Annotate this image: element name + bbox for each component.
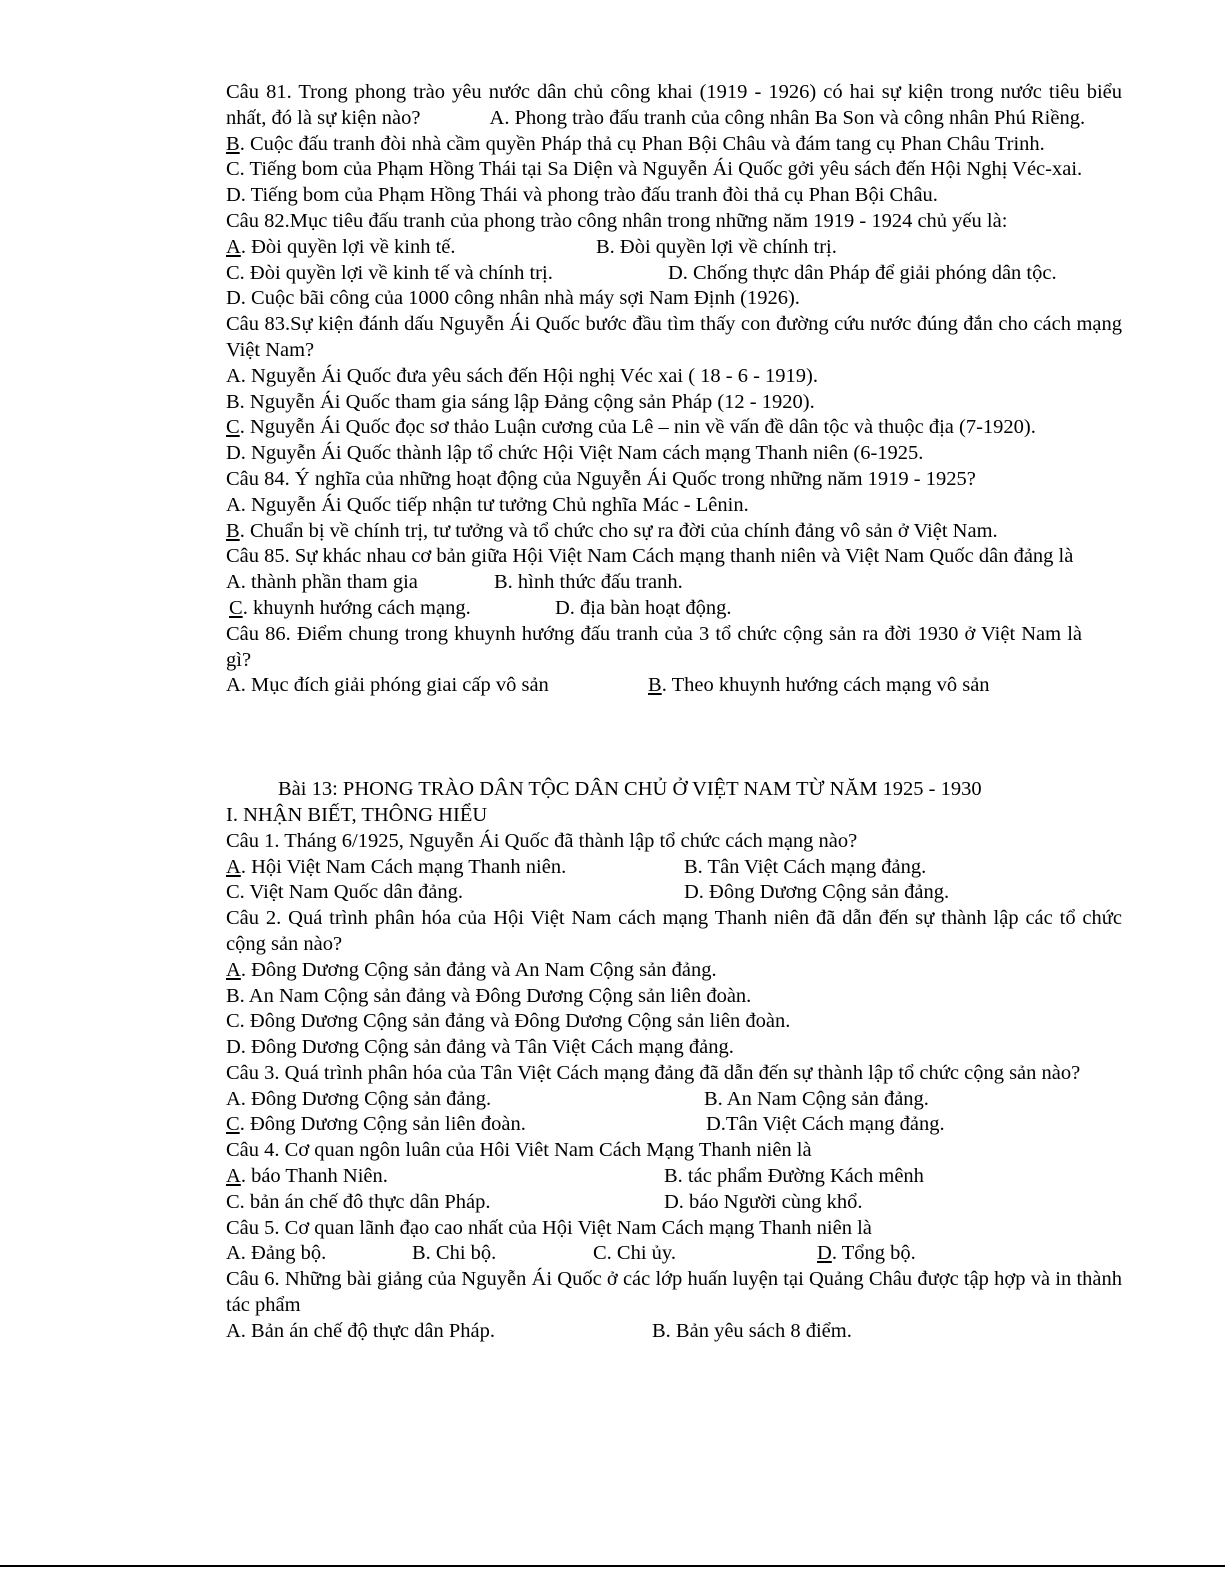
q85-answer-key: C — [229, 596, 243, 619]
q83-option-c — [226, 415, 1122, 441]
c2-option-d: D. Đông Dương Cộng sản đảng và Tân Việt Cách mạng đảng. — [226, 1036, 734, 1059]
c5-answer-key: D — [817, 1242, 832, 1265]
c4-row-ab — [226, 1164, 1122, 1190]
c3-option-d: D.Tân Việt Cách mạng đảng. — [706, 1113, 945, 1136]
c4-option-a-text: . báo Thanh Niên. — [240, 1165, 388, 1188]
q82-row-cd — [226, 261, 1122, 287]
c4-option-c: C. bản án chế đô​ thực dân Pháp. — [226, 1190, 491, 1213]
c6-option-b: B. Bản yêu sách 8 điểm. — [652, 1319, 852, 1342]
lesson-title: Bài 13: PHONG TRÀO DÂN TỘC DÂN CHỦ Ở VIỆT NAM TỪ NĂM 1925 - 1930 — [278, 778, 982, 801]
q85-row-cd — [226, 596, 1122, 622]
c5-option-c: C. Chi ủy. — [593, 1242, 676, 1265]
c1-row-cd — [226, 880, 1122, 906]
section-heading: I. NHẬN BIẾT, THÔNG HIỂU — [226, 803, 488, 826]
c4-option-d: D. báo Người cùng khổ. — [664, 1190, 863, 1213]
q84-answer-key: B — [226, 519, 240, 542]
q81-stem-text: Câu 81. Trong phong trào yêu nước dân chủ công khai (1919 - 1926) có hai sự kiện trong nước tiêu biểu nhất, đó là sự kiện nào? — [226, 81, 1122, 129]
q82-option-b: B. Đòi quyền lợi về chính trị. — [596, 235, 837, 258]
c4-answer-key: A — [226, 1165, 241, 1188]
c1-stem: Câu 1. Tháng 6/1925, Nguyễn Ái Quốc đã thành lập tổ chức cách mạng nào? — [226, 829, 858, 852]
c2-option-b: B. An Nam Cộng sản đảng và Đông Dương Cộng sản liên đoàn. — [226, 984, 752, 1007]
c5-option-b: B. Chi bộ. — [412, 1242, 497, 1265]
q83-answer-key: C — [226, 416, 240, 439]
q85-stem: Câu 85. Sự khác nhau cơ bản giữa Hội Việt Nam Cách mạng thanh niên và Việt Nam Quốc dân đảng là — [226, 545, 1074, 568]
c2-option-c: C. Đông Dương Cộng sản đảng và Đông Dương Cộng sản liên đoàn. — [226, 1010, 791, 1033]
q86-row-ab — [226, 673, 1122, 699]
c5-stem: Câu 5. Cơ quan lãnh đạo cao nhất của Hội Việt Nam Cách mạng Thanh niên là — [226, 1216, 872, 1239]
q81-option-b-text: . Cuộc đấu tranh đòi nhà cầm quyền Pháp thả cụ Phan Bội Châu và đám tang cụ Phan Châu Trinh. — [239, 132, 1045, 155]
document-page — [226, 80, 1122, 1345]
q85-option-c — [226, 596, 555, 622]
c5-options — [226, 1241, 1122, 1267]
q84-option-a: A. Nguyễn Ái Quốc tiếp nhận tư tưởng Chủ nghĩa Mác - Lênin. — [226, 493, 749, 516]
q83-stem: Câu 83.Sự kiện đánh dấu Nguyễn Ái Quốc bước đầu tìm thấy con đường cứu nước đúng đắn cho cách mạng Việt Nam? — [226, 313, 1122, 361]
c6-option-a: A. Bản án chế độ thực dân Pháp. — [226, 1319, 496, 1342]
q82-stem: Câu 82.Mục tiêu đấu tranh của phong trào công nhân trong những năm 1919 - 1924 chủ yếu là: — [226, 209, 1008, 232]
q85-option-a: A. thành phần tham gia — [226, 571, 418, 594]
q82-option-a — [226, 235, 596, 261]
c5-option-a: A. Đảng bộ. — [226, 1242, 327, 1265]
q84-stem: Câu 84. Ý nghĩa của những hoạt động của Nguyễn Ái Quốc trong những năm 1919 - 1925? — [226, 467, 976, 490]
q85-row-ab — [226, 570, 1122, 596]
q86-option-a: A. Mục đích giải phóng giai cấp vô sản — [226, 674, 549, 697]
q81-answer-key: B — [226, 132, 240, 155]
q81-option-d: D. Tiếng bom của Phạm Hồng Thái và phong trào đấu tranh đòi thả cụ Phan Bội Châu. — [226, 184, 938, 207]
c3-option-c-text: . Đông Dương Cộng sản liên đoàn. — [239, 1113, 526, 1136]
q85-option-d: D. địa bàn hoạt động. — [555, 596, 732, 619]
c2-option-a — [226, 958, 1122, 984]
q83-option-d: D. Nguyễn Ái Quốc thành lập tổ chức Hội Việt Nam cách mạng Thanh niên (6-1925. — [226, 442, 924, 465]
c6-row-ab — [226, 1319, 1122, 1345]
q85-option-c-text: . khuynh hướng cách mạng. — [242, 596, 471, 619]
c1-option-a — [226, 855, 684, 881]
c2-option-a-text: . Đông Dương Cộng sản đảng và An Nam Cộng sản đảng. — [240, 958, 717, 981]
c4-row-cd — [226, 1190, 1122, 1216]
q81-option-a: A. Phong trào đấu tranh của công nhân Ba Son và công nhân Phú Riềng. — [489, 106, 1086, 129]
q86-stem: Câu 86. Điểm chung trong khuynh hướng đấu tranh của 3 tổ chức cộng sản ra đời 1930 ở Việt Nam là gì? — [226, 622, 1082, 671]
c3-option-b: B. An Nam Cộng sản đảng. — [704, 1087, 929, 1110]
q86-answer-key: B — [648, 674, 662, 697]
c3-answer-key: C — [226, 1113, 240, 1136]
c1-row-ab — [226, 855, 1122, 881]
q81-option-b — [226, 132, 1122, 158]
c3-stem: Câu 3. Quá trình phân hóa của Tân Việt Cách mạng đảng đã dẫn đến sự thành lập tổ chức cộng sản nào? — [226, 1061, 1081, 1084]
c5-option-d — [817, 1241, 916, 1267]
c1-option-c: C. Việt Nam Quốc dân đảng. — [226, 881, 463, 904]
c3-row-cd — [226, 1112, 1122, 1138]
q83-option-a: A. Nguyễn Ái Quốc đưa yêu sách đến Hội nghị Véc xai ( 18 - 6 - 1919). — [226, 364, 818, 387]
q83-option-b: B. Nguyễn Ái Quốc tham gia sáng lập Đảng cộng sản Pháp (12 - 1920). — [226, 390, 815, 413]
bottom-rule — [0, 1565, 1225, 1567]
q81-stem — [226, 80, 1122, 132]
q86-option-b-text: . Theo khuynh hướng cách mạng vô sản — [661, 674, 990, 697]
q85-option-b: B. hình thức đấu tranh. — [494, 571, 683, 594]
q86-option-b — [648, 673, 990, 699]
c2-stem: Câu 2. Quá trình phân hóa của Hội Việt Nam cách mạng Thanh niên đã dẫn đến sự thành lập các tổ chức cộng sản nào? — [226, 907, 1122, 955]
c1-answer-key: A — [226, 855, 241, 878]
q82-option-c: C. Đòi quyền lợi về kinh tế và chính trị. — [226, 261, 553, 284]
q83-option-c-text: . Nguyễn Ái Quốc đọc sơ thảo Luận cương của Lê – nin về vấn đề dân tộc và thuộc địa (7-1920). — [239, 416, 1036, 439]
q81-option-c: C. Tiếng bom của Phạm Hồng Thái tại Sa Diện và Nguyễn Ái Quốc gởi yêu sách đến Hội Nghị Véc-xai. — [226, 158, 1083, 181]
c5-option-d-text: . Tổng bộ. — [831, 1242, 916, 1265]
c3-option-a: A. Đông Dương Cộng sản đảng. — [226, 1087, 492, 1110]
c6-stem: Câu 6. Những bài giảng của Nguyễn Ái Quốc ở các lớp huấn luyện tại Quảng Châu được tập hợp và in thành tác phẩm — [226, 1268, 1122, 1317]
q84-option-b-text: . Chuẩn bị về chính trị, tư tưởng và tổ chức cho sự ra đời của chính đảng vô sản ở Việt Nam. — [239, 519, 998, 542]
q82-answer-key: A — [226, 235, 241, 258]
q82-option-d: D. Chống thực dân Pháp để giải phóng dân tộc. — [668, 261, 1057, 284]
c3-row-ab — [226, 1087, 1122, 1113]
c1-option-b: B. Tân Việt Cách mạng đảng. — [684, 855, 927, 878]
c4-stem: Câu 4. Cơ quan ngôn luâ​n của Hô​i Viê​t Nam Cách Mạng Thanh niên là — [226, 1139, 812, 1162]
c4-option-a — [226, 1164, 664, 1190]
q82-row-ab — [226, 235, 1122, 261]
q84-option-b — [226, 519, 1122, 545]
c4-option-b: B. tác phẩm Đường Kách mê​nh — [664, 1165, 924, 1188]
q82-option-a-text: . Đòi quyền lợi về kinh tế. — [240, 235, 456, 258]
c2-answer-key: A — [226, 958, 241, 981]
c1-option-a-text: . Hội Việt Nam Cách mạng Thanh niên. — [240, 855, 567, 878]
q82-extra: D. Cuộc bãi công của 1000 công nhân nhà máy sợi Nam Định (1926). — [226, 287, 800, 310]
c1-option-d: D. Đông Dương Cộng sản đảng. — [684, 881, 950, 904]
c3-option-c — [226, 1112, 706, 1138]
section-gap — [226, 699, 1122, 777]
